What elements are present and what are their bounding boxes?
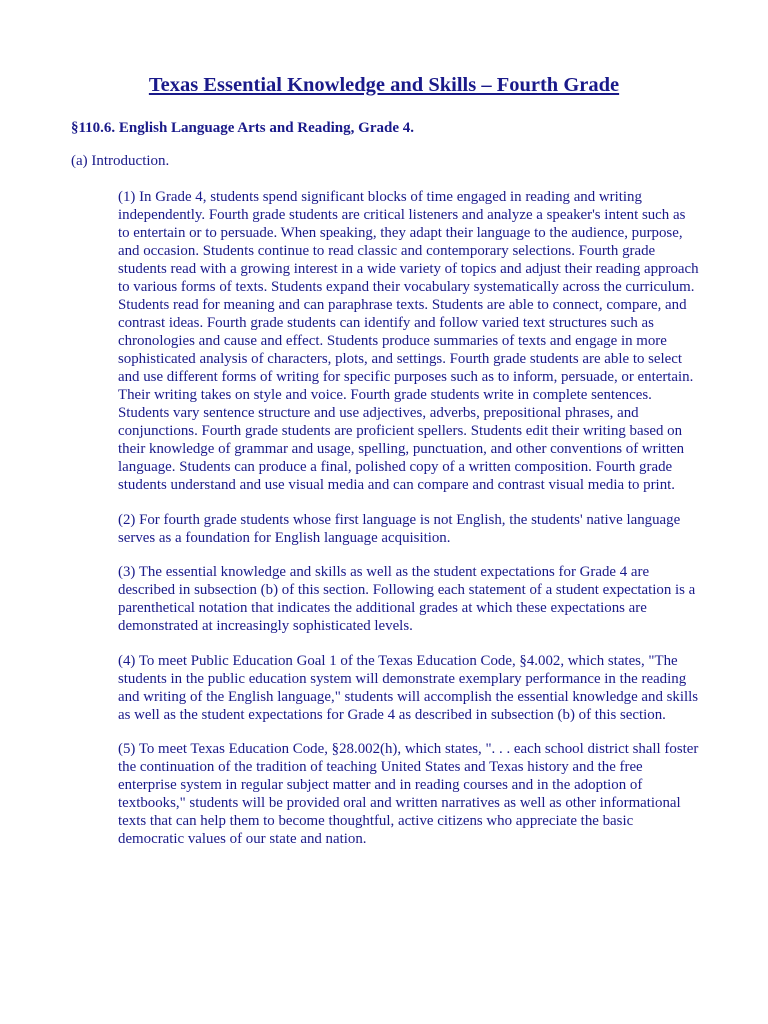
paragraph-2: (2) For fourth grade students whose first language is not English, the students' native language serves as a foundation for English language acquisition. [118,511,681,546]
paragraph-4: (4) To meet Public Education Goal 1 of the Texas Education Code, §4.002, which states, "The students in the public education system will demonstrate exemplary performance in the reading and writing of the English language," students will accomplish the essential knowledge and skills as well as the student expectations for Grade 4 as described in subsection (b) of this section. [118,652,699,723]
introduction-paragraphs [118,188,700,865]
subsection-label: (a) Introduction. [71,153,170,169]
document-title: Texas Essential Knowledge and Skills – Fourth Grade [148,74,620,96]
paragraph-3: (3) The essential knowledge and skills as well as the student expectations for Grade 4 are described in subsection (b) of this section. Following each statement of a student expectation is a parenthetical notation that indicates the additional grades at which these expectations are demonstrated at increasingly sophisticated levels. [118,564,696,634]
paragraph-1: (1) In Grade 4, students spend significant blocks of time engaged in reading and writing independently. Fourth grade students are critical listeners and analyze a speaker's intent such as to entertain or to persuade. When speaking, they adapt their language to the audience, purpose, and occasion. Students continue to read classic and contemporary selections. Fourth grade students read with a growing interest in a wide variety of topics and adjust their reading approach to various forms of texts. Students expand their vocabulary systematically across the curriculum. Students read for meaning and can paraphrase texts. Students are able to connect, compare, and contrast ideas. Fourth grade students can identify and follow varied text structures such as chronologies and cause and effect. Students produce summaries of texts and engage in more sophisticated analysis of characters, plots, and settings. Fourth grade students are able to select and use different forms of writing for specific purposes such as to inform, persuade, or entertain. Their writing takes on style and voice. Fourth grade students write in complete sentences. Students vary sentence structure and use adjectives, adverbs, prepositional phrases, and conjunctions. Fourth grade students are proficient spellers. Students edit their writing based on their knowledge of grammar and usage, spelling, punctuation, and other conventions of written language. Students can produce a final, polished copy of a written composition. Fourth grade students understand and use visual media and can compare and contrast visual media to print. [118,189,699,493]
section-heading: §110.6. English Language Arts and Reading, Grade 4. [71,120,414,136]
paragraph-5: (5) To meet Texas Education Code, §28.002(h), which states, ". . . each school district shall foster the continuation of the tradition of teaching United States and Texas history and the free enterprise system in regular subject matter and in reading courses and in the adoption of textbooks," students will be provided oral and written narratives as well as other informational texts that can help them to become thoughtful, active citizens who appreciate the basic democratic values of our state and nation. [118,741,699,847]
